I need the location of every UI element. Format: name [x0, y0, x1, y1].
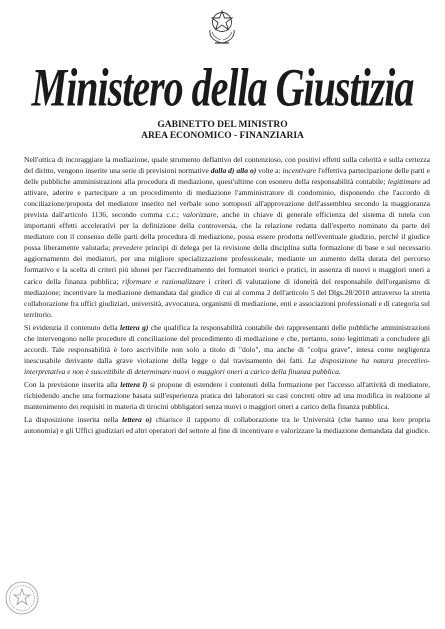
document-body	[24, 154, 430, 438]
text-run: La disposizione ha natura precettivo-interpretativa e non è suscettibile di determinare nuovi o maggiori oneri a carico della finanza pubblica.	[24, 355, 430, 376]
text-run: incentivare	[282, 166, 317, 176]
office-heading	[0, 120, 445, 142]
text-run: lettera o)	[122, 415, 152, 425]
ministry-name-logotype: Ministero della Giustizia	[31, 56, 414, 118]
italian-republic-emblem-icon	[205, 8, 239, 46]
text-run: chiarisce il rapporto di collaborazione tra le Università (che hanno una loro propria autonomia) e gli Uffici giudiziari ed altri operatori del settore al fine di incentivare e valorizzare la mediazione demandata dal giudice.	[24, 415, 431, 436]
text-run: , anche in chiave di generale efficienza del sistema di tutela con importanti effetti acceleratívi per la definizione della controversia, che la relazione redatta dall'esperto nominato da parte del mediatore con il consenso delle parti della procedura di mediazione, possa essere prodotta nell'eventuale giudizio, perché il giudice possa liberamente valutarla;	[24, 210, 430, 253]
office-line-1: GABINETTO DEL MINISTRO	[157, 120, 288, 130]
text-run: volte a:	[256, 166, 283, 176]
office-line-2: AREA ECONOMICO - FINANZIARIA	[141, 131, 304, 141]
text-run: dalla d) alla o)	[210, 166, 257, 176]
text-run: si propone di estendere i contenuti della formazione per l'accesso all'attività di mediatore, richiedendo anche una formazione basata sull'esperienza pratica dei laboratori su casi concreti oltre ad una modifica in realzione al mantenimento dei requisiti in materia di tirocini obbligatori senza nuovi o maggiori oneri a carico della finanza pubblica.	[24, 379, 430, 412]
text-run: principi di delega per la revisione della disciplina sulla formazione di base e sul necessario aggiornamento dei mediatori, per una migliore specializzazione professionale, mediante un aumento della durata del percorso formativo e la scelta di criteri più idonei per l'accreditamento dei formatori teorici e pratici, in assenza di nuovi o maggiori oneri a carico della finanza pubblica;	[24, 243, 431, 286]
text-run: che qualifica la responsabilità contabile dei rappresentanti delle pubbliche amministrazioni che intervengono nelle procedure di conciliazione del procedimento di mediazione e che, pertanto, sono legittimati a concludere gli accordi. Tale responsabilità è loro ascrivibile non solo a titolo di "dolo", ma anche di "colpa grave", intesa come negligenza inescusabile derivante dalla grave violazione della legge o dal travisamento dei fatti.	[24, 322, 430, 365]
text-run: legittimare	[387, 177, 421, 187]
text-run: lettera g)	[119, 322, 149, 332]
text-run: La disposizione inserita nella	[24, 415, 123, 425]
paragraph-4	[24, 414, 430, 436]
text-run: valorizzare	[182, 210, 217, 220]
text-run: Con la previsione inserita alla	[24, 379, 121, 389]
text-run: riformare e razionalizzare	[122, 276, 205, 286]
paragraph-1	[24, 154, 430, 320]
text-run: i criteri di valutazione di idoneità del responsabile dell'organismo di mediazione; incentivare la mediazione demandata dal giudice di cui al comma 2 dell'articolo 5 del Dlgs.28/2010 attraverso la stretta collaborazione fra uffici giudiziari, università, avvocatura, organismi di mediazione, enti e associazioni professionali e di categoria sul territorio.	[24, 276, 431, 319]
text-run: ad attivare, aderire e partecipare a un procedimento di mediazione l'amministratore di condominio, disponendo che l'accordo di conciliazione/proposta del mediatore inserito nel verbale sono sottoposti all'approvazione dell'assemblea secondo la maggioranza prevista dall'articolo 1136, secondo comma c.c.;	[24, 177, 430, 220]
office-stamp-icon	[4, 580, 40, 616]
text-run: l'effettiva partecipazione delle parti e delle pubbliche amministrazioni alla procedura di mediazione, quest'ultime con esonero della responsabilità contabile;	[24, 166, 431, 187]
paragraph-2	[24, 322, 430, 377]
text-run: Si evidenzia il contenuto della	[24, 322, 120, 332]
text-run: Nell'ottica di incoraggiare la mediazione, quale strumento deflattivo del contenzioso, con positivi effetti sulla celerità e sulla certezza del diritto, vengono inserite una serie di previsioni normative	[24, 155, 430, 176]
text-run: prevedere	[112, 243, 143, 253]
text-run: lettera l)	[120, 379, 148, 389]
paragraph-3	[24, 379, 430, 412]
